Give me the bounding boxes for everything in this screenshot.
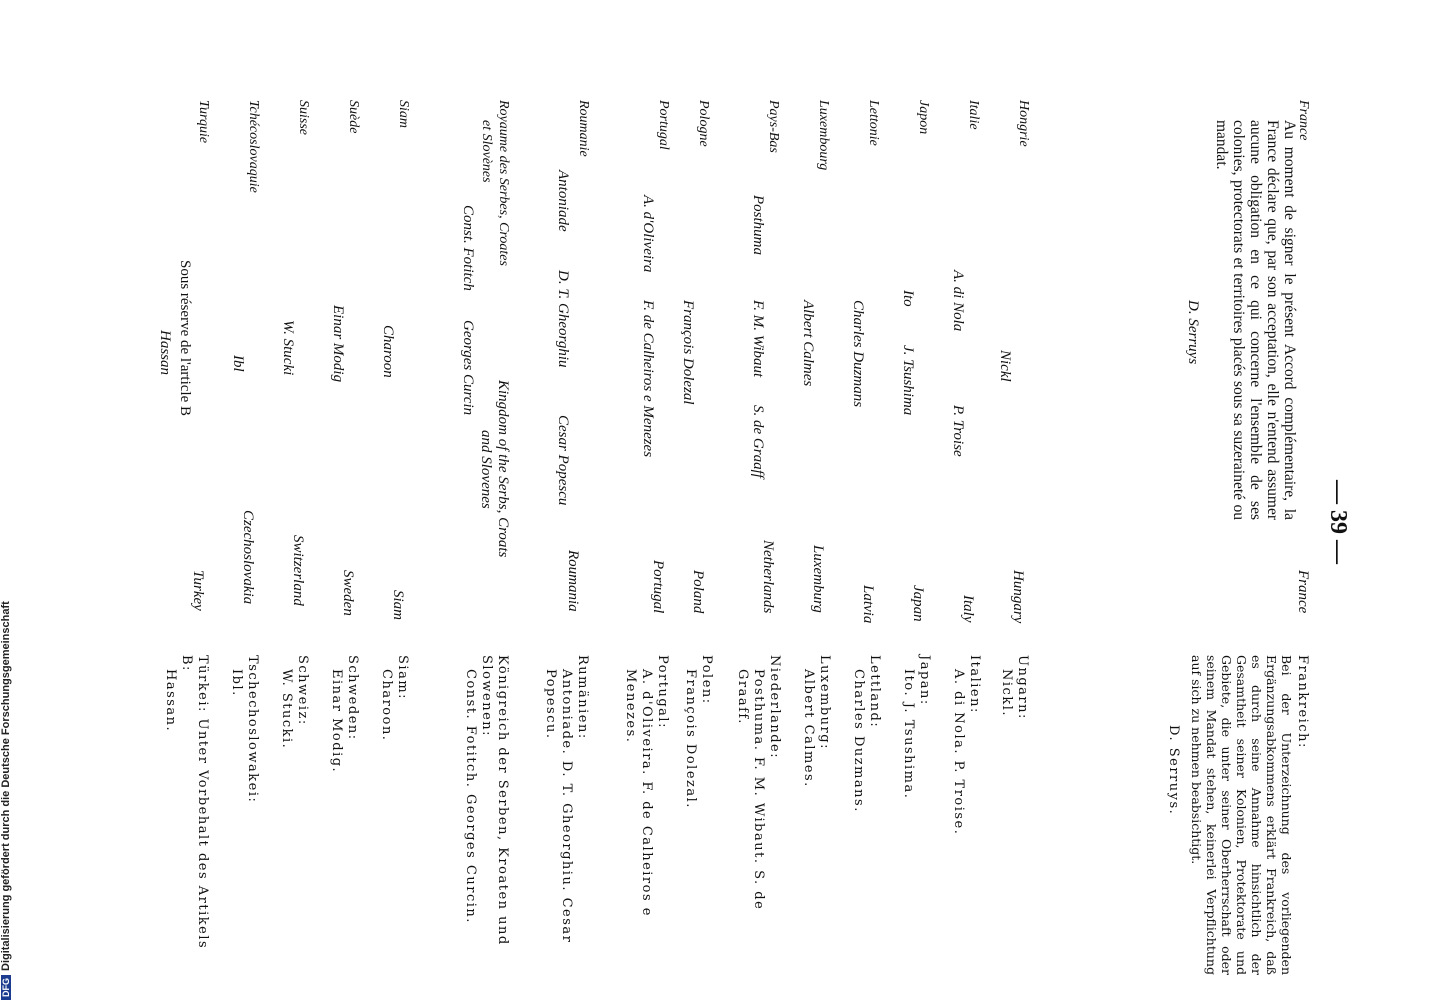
fr-sig-sweden: Einar Modig — [330, 305, 346, 383]
de-country-france: Frankreich: — [1295, 655, 1310, 749]
en-country-latvia: Latvia — [860, 585, 876, 624]
fr-country-serbs: Royaume des Serbes, Croates — [496, 100, 511, 266]
fr-sig-hungary: Nickl — [997, 350, 1013, 382]
en-country-hungary: Hungary — [1010, 570, 1026, 624]
fr-country-czech: Tchécoslovaquie — [246, 100, 261, 193]
de-entry-luxemburg — [800, 655, 832, 955]
de-names: Ito. J. Tsushima. — [901, 669, 916, 800]
fr-country-latvia: Lettonie — [866, 100, 881, 146]
de-names: W. Stucki. — [279, 669, 294, 750]
fr-sig-switzerland: W. Stucki — [280, 320, 296, 376]
de-names: Posthuma. F. M. Wibaut. S. de Graaff. — [735, 669, 766, 911]
fr-country-siam: Siam — [396, 100, 411, 128]
de-france-block — [1165, 655, 1310, 975]
page-number: — 39 — — [1325, 480, 1351, 564]
fr-sig-serbs-1: Const. Fotitch — [460, 205, 476, 291]
en-country-netherlands: Netherlands — [760, 540, 776, 614]
en-country-portugal: Portugal — [650, 560, 666, 614]
fr-country-italy: Italie — [966, 100, 981, 130]
de-country-label: Schweiz: — [295, 655, 310, 726]
en-country-japan: Japan — [910, 585, 926, 622]
fr-sig-romania-1: Antoniade — [555, 170, 571, 232]
fr-sig-netherlands-3: S. de Graaff — [750, 405, 766, 478]
de-entry-serbs — [462, 655, 510, 955]
dfg-logo: DFG — [1, 975, 11, 1000]
fr-sig-netherlands-2: F. M. Wibaut — [750, 300, 766, 378]
fr-sig-france: D. Serruys — [1185, 300, 1201, 365]
french-declaration: Au moment de signer le présent Accord complémentaire, la France déclare que, par son acceptation, elle n'entend assumer aucune obligation en ce qui concerne l'ensemble de ses colonies, protectorats et territoires placés sous sa suzeraineté ou mandat. — [1213, 120, 1298, 520]
fr-country-poland: Pologne — [696, 100, 711, 147]
de-country-label: Türkei: Unter Vorbehalt des Artikels B: — [179, 655, 210, 950]
fr-sig-luxembourg: Albert Calmes — [800, 300, 816, 387]
de-country-label: Luxemburg: — [817, 655, 832, 750]
de-names: Const. Fotitch. Georges Curcin. — [463, 669, 478, 924]
fr-country-portugal: Portugal — [656, 100, 671, 150]
en-country-roumania: Roumania — [565, 550, 581, 612]
en-country-switzerland: Switzerland — [290, 535, 306, 606]
de-entry-poland — [682, 655, 714, 955]
fr-sig-japan-1: Ito — [900, 290, 916, 307]
de-entry-latvia — [850, 655, 882, 955]
fr-sig-portugal-2: F. de Calheiros e Menezes — [640, 300, 656, 458]
de-country-label: Portugal: — [655, 655, 670, 729]
en-country-luxemburg: Luxemburg — [810, 545, 826, 613]
de-names: Hassan. — [163, 669, 178, 733]
fr-country-france: France — [1296, 100, 1311, 141]
de-names: A. d'Oliveira. F. de Calheiros e Menezes. — [623, 669, 654, 917]
de-entry-czechoslovakia — [228, 655, 260, 955]
de-names: Ibl. — [229, 669, 244, 697]
en-country-turkey: Turkey — [190, 570, 206, 611]
fr-sig-poland: François Dolezal — [680, 300, 696, 405]
de-names: A. di Nola. P. Troise. — [951, 669, 966, 836]
de-entry-switzerland — [278, 655, 310, 955]
de-country-label: Schweden: — [345, 655, 360, 741]
de-entry-turkey — [162, 655, 210, 955]
fr-sig-turkey: Hassan — [157, 330, 173, 376]
de-entry-portugal — [622, 655, 670, 955]
de-names: Einar Modig. — [329, 669, 344, 774]
de-entry-hungary — [998, 655, 1030, 955]
fr-country-sweden: Suède — [346, 100, 361, 134]
de-country-label: Niederlande: — [767, 655, 782, 760]
en-country-siam: Siam — [390, 590, 406, 620]
de-country-label: Ungarn: — [1015, 655, 1030, 720]
rotated-page — [30, 100, 1350, 1000]
de-names: François Dolezal. — [683, 669, 698, 809]
footer-credit — [0, 0, 14, 1000]
en-country-france: France — [1295, 570, 1311, 614]
fr-sig-japan-2: J. Tsushima — [900, 345, 916, 416]
de-country-label: Japan: — [917, 655, 932, 706]
fr-country-luxembourg: Luxembourg — [816, 100, 831, 171]
de-country-label: Italien: — [967, 655, 982, 714]
de-names: Charoon. — [379, 669, 394, 742]
de-names: Charles Duzmans. — [851, 669, 866, 813]
en-country-italy: Italy — [960, 595, 976, 623]
fr-turkey-note: Sous réserve de l'article B — [177, 260, 193, 416]
de-country-label: Rumänien: — [575, 655, 590, 740]
fr-country-serbs-2: et Slovènes — [479, 120, 494, 183]
de-entry-siam — [378, 655, 410, 955]
de-country-label: Siam: — [395, 655, 410, 701]
de-names: Antoniade. D. T. Gheorghiu. Cesar Popescu. — [543, 669, 574, 944]
de-entry-sweden — [328, 655, 360, 955]
fr-sig-italy-2: P. Troise — [950, 405, 966, 457]
de-names: Albert Calmes. — [801, 669, 816, 788]
fr-country-japan: Japon — [916, 100, 931, 135]
en-country-sweden: Sweden — [340, 570, 356, 616]
de-sig-france: D. Serruys. — [1166, 725, 1181, 816]
en-country-poland: Poland — [690, 570, 706, 614]
de-entry-romania — [542, 655, 590, 955]
de-country-label: Tschechoslowakei: — [245, 655, 260, 804]
fr-country-turkey: Turquie — [196, 100, 211, 144]
fr-country-hungary: Hongrie — [1016, 100, 1031, 147]
de-country-label: Polen: — [699, 655, 714, 705]
fr-country-switzerland: Suisse — [296, 100, 311, 135]
en-country-serbs-2: and Slovenes — [478, 430, 494, 509]
fr-sig-romania-2: D. T. Gheorghiu — [555, 270, 571, 368]
fr-sig-netherlands-1: Posthuma — [750, 195, 766, 255]
fr-sig-czech: Ibl — [230, 355, 246, 372]
footer-text: Digitalisierung gefördert durch die Deutsche Forschungsgemeinschaft — [0, 601, 12, 971]
de-entry-japan — [900, 655, 932, 955]
de-country-label: Königreich der Serben, Kroaten und Slowenen: — [479, 655, 510, 946]
en-country-czechoslovakia: Czechoslovakia — [240, 510, 256, 605]
de-entry-italy — [950, 655, 982, 955]
fr-sig-portugal-1: A. d'Oliveira — [640, 195, 656, 273]
de-names: Nickl. — [999, 669, 1014, 717]
fr-sig-italy-1: A. di Nola — [950, 270, 966, 332]
fr-sig-siam: Charoon — [380, 325, 396, 378]
fr-country-romania: Roumanie — [576, 100, 591, 157]
de-country-label: Lettland: — [867, 655, 882, 729]
fr-sig-romania-3: Cesar Popescu — [555, 415, 571, 506]
fr-sig-serbs-2: Georges Curcin — [460, 320, 476, 416]
fr-country-netherlands: Pays-Bas — [766, 100, 781, 153]
en-country-serbs: Kingdom of the Serbs, Croats — [495, 380, 511, 558]
fr-sig-latvia: Charles Duzmans — [850, 300, 866, 408]
german-declaration: Bei der Unterzeichnung des vorliegenden Ergänzungsabkommens erklärt Frankreich, daß es durch seine Annahme hinsichtlich der Gesamtheit seiner Kolonien, Protektorate und Gebiete, die unter seiner Oberherrschaft oder seinem Mandat stehen, keinerlei Verpflichtung auf sich zu nehmen beabsichtigt. — [1189, 655, 1294, 975]
de-entry-netherlands — [734, 655, 782, 955]
